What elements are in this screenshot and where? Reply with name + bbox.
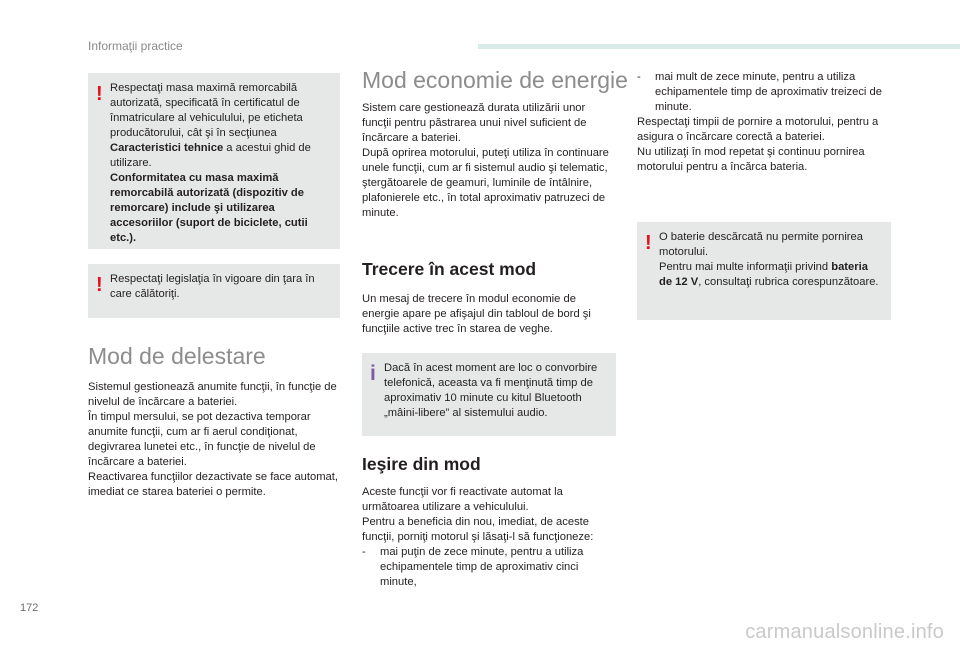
iesire-paragraph: Aceste funcţii vor fi reactivate automat la următoarea utilizare a vehiculului. Pentru a beneficia din nou, imediat, de aceste funcţii, porniţi motorul şi lăsaţi-l să funcţioneze: - mai puţin de zece minute, pentru a utiliza echipamentele timp de aproximativ cinci minute, <box>362 485 616 590</box>
col3-paragraph: - mai mult de zece minute, pentru a utiliza echipamentele timp de aproximativ treizeci de minute. Respectaţi timpii de pornire a motorului, pentru a asigura o încărcare corectă a bateriei. Nu utilizaţi în mod repetat şi continuu pornirea motorului pentru a încărca bateria. <box>637 70 891 175</box>
warning-icon: ! <box>645 232 652 254</box>
warning-bold-note: Conformitatea cu masa maximă remorcabilă autorizată (dispozitiv de remorcare) include şi utilizarea accesoriilor (suport de biciclete, cutii etc.). <box>110 172 308 244</box>
list-item: - mai puţin de zece minute, pentru a utiliza echipamentele timp de aproximativ cinci minute, <box>362 546 584 588</box>
subtitle-iesire: Ieşire din mod <box>362 454 481 474</box>
subtitle-trecere: Trecere în acest mod <box>362 259 537 279</box>
delestare-paragraph: Sistemul gestionează anumite funcţii, în funcţie de nivelul de încărcare a bateriei. În timpul mersului, se pot dezactiva temporar anumite funcţii, cum ar fi aerul condiţionat, degivrarea lunetei etc., în funcţie de nivelul de încărcare a bateriei. Reactivarea funcţiilor dezactivate se face automat, imediat ce starea bateriei o permite. <box>88 381 338 498</box>
section-title-delestare: Mod de delestare <box>88 343 266 369</box>
economie-paragraph: Sistem care gestionează durata utilizării unor funcţii pentru păstrarea unui nivel suficient de încărcare a bateriei. După oprirea motorului, puteţi utiliza în continuare unele funcţii, cum ar fi sistemul audio şi telematic, ştergătoarele de geamuri, luminile de întâlnire, plafonierele etc., în total aproximativ patruzeci de minute. <box>362 102 609 219</box>
header-accent-bar <box>478 44 960 49</box>
info-box-bluetooth <box>362 353 616 436</box>
list-item: - mai mult de zece minute, pentru a utiliza echipamentele timp de aproximativ treizeci de minute. <box>637 71 882 113</box>
section-title-economie: Mod economie de energie <box>362 67 628 93</box>
info-text: Dacă în acest moment are loc o convorbire telefonică, aceasta va fi menţinută timp de aproximativ 10 minute cu kitul Bluetooth „mâini-libere” al sistemului audio. <box>384 362 598 419</box>
info-icon: i <box>370 362 376 385</box>
section-label: Informaţii practice <box>88 39 183 53</box>
warning-icon: ! <box>96 274 103 296</box>
warning-text-more: Pentru mai multe informaţii privind bateria de 12 V, consultaţi rubrica corespunzătoare. <box>659 261 879 288</box>
warning-box-towing <box>88 73 340 249</box>
warning-text: O baterie descărcată nu permite pornirea motorului. <box>659 231 863 258</box>
warning-box-battery <box>637 222 891 320</box>
watermark-text: carmanualsonline.info <box>745 621 944 643</box>
warning-text: Respectaţi legislaţia în vigoare din ţara în care călătoriţi. <box>110 273 315 300</box>
warning-box-legislation <box>88 264 340 318</box>
warning-icon: ! <box>96 83 103 105</box>
page-number: 172 <box>20 602 39 614</box>
trecere-paragraph: Un mesaj de trecere în modul economie de energie apare pe afişajul din tabloul de bord şi funcţiile active trec în starea de veghe. <box>362 293 591 335</box>
warning-text: Respectaţi masa maximă remorcabilă autorizată, specificată în certificatul de înmatriculare al vehiculului, pe eticheta producătorului, cât şi în secţiunea Caracteristici tehnice a acestui ghid de utilizare. <box>110 82 311 169</box>
